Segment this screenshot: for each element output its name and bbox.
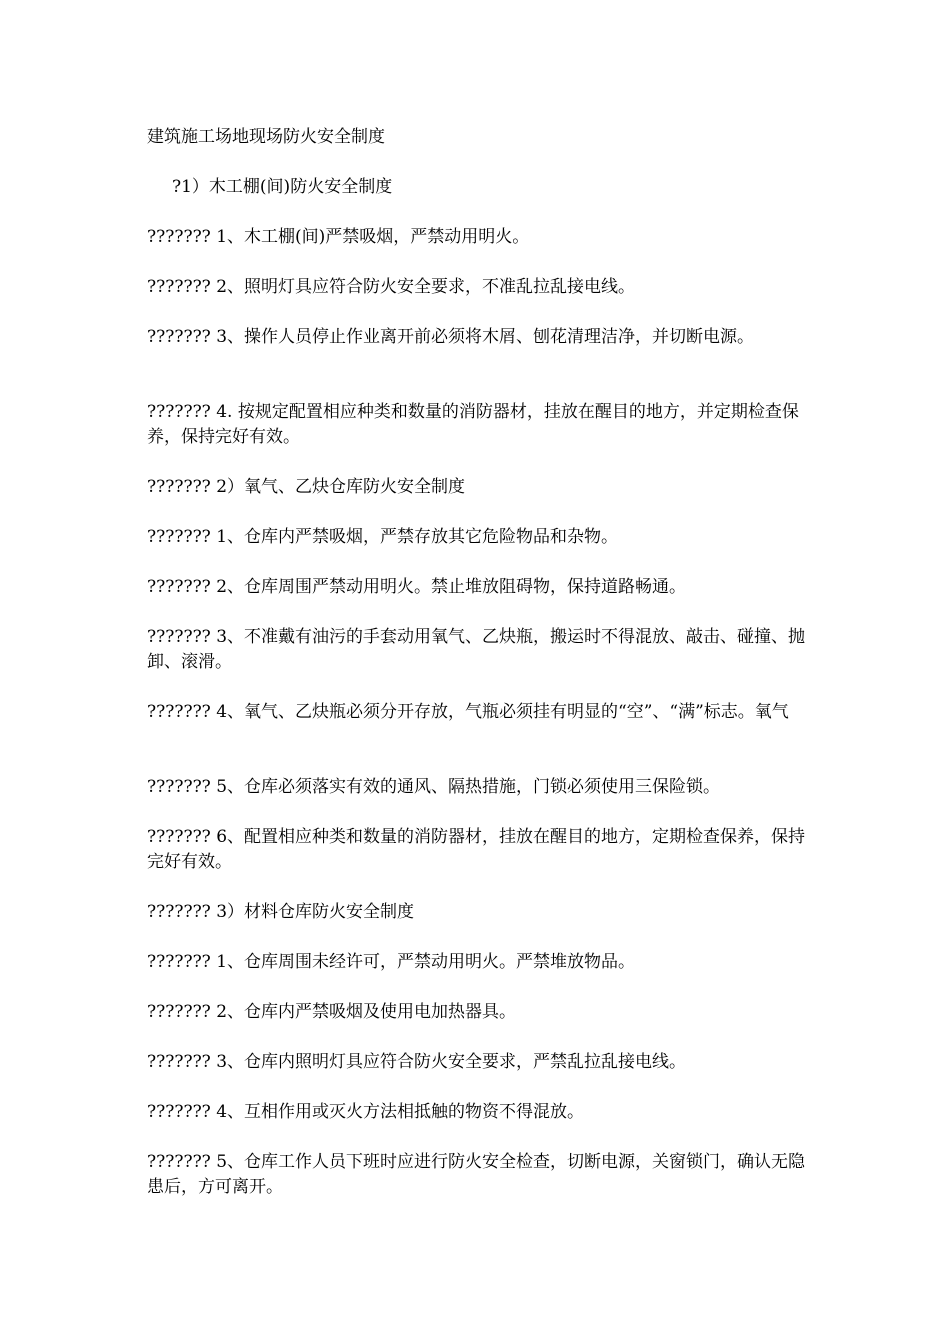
- paragraph: ??????? 3、操作人员停止作业离开前必须将木屑、刨花清理洁净，并切断电源。: [147, 327, 755, 347]
- paragraph: ??????? 6、配置相应种类和数量的消防器材，挂放在醒目的地方，定期检查保养，保持完好有效。: [147, 827, 806, 872]
- document-title: 建筑施工场地现场防火安全制度: [147, 127, 385, 147]
- paragraph: ??????? 2、仓库内严禁吸烟及使用电加热器具。: [147, 1002, 517, 1022]
- section-heading-1: ?1）木工棚(间)防火安全制度: [172, 177, 393, 197]
- section-heading-2: ??????? 2）氧气、乙炔仓库防火安全制度: [147, 477, 466, 497]
- paragraph: ??????? 3、不准戴有油污的手套动用氧气、乙炔瓶，搬运时不得混放、敲击、碰撞、抛卸、滚滑。: [147, 627, 806, 672]
- paragraph: ??????? 1、仓库周围未经许可，严禁动用明火。严禁堆放物品。: [147, 952, 636, 972]
- paragraph: ??????? 4、氧气、乙炔瓶必须分开存放，气瓶必须挂有明显的“空”、“满”标志。氧气: [147, 702, 789, 722]
- section-heading-3: ??????? 3）材料仓库防火安全制度: [147, 902, 415, 922]
- paragraph: ??????? 5、仓库必须落实有效的通风、隔热措施，门锁必须使用三保险锁。: [147, 777, 721, 797]
- paragraph: ??????? 4. 按规定配置相应种类和数量的消防器材，挂放在醒目的地方，并定期检查保养，保持完好有效。: [147, 402, 799, 447]
- paragraph: ??????? 2、照明灯具应符合防火安全要求，不准乱拉乱接电线。: [147, 277, 636, 297]
- paragraph: ??????? 4、互相作用或灭火方法相抵触的物资不得混放。: [147, 1102, 585, 1122]
- paragraph: ??????? 3、仓库内照明灯具应符合防火安全要求，严禁乱拉乱接电线。: [147, 1052, 687, 1072]
- paragraph: ??????? 5、仓库工作人员下班时应进行防火安全检查，切断电源，关窗锁门，确认无隐患后，方可离开。: [147, 1152, 806, 1197]
- paragraph: ??????? 1、木工棚(间)严禁吸烟，严禁动用明火。: [147, 227, 530, 247]
- paragraph: ??????? 1、仓库内严禁吸烟，严禁存放其它危险物品和杂物。: [147, 527, 619, 547]
- paragraph: ??????? 2、仓库周围严禁动用明火。禁止堆放阻碍物，保持道路畅通。: [147, 577, 687, 597]
